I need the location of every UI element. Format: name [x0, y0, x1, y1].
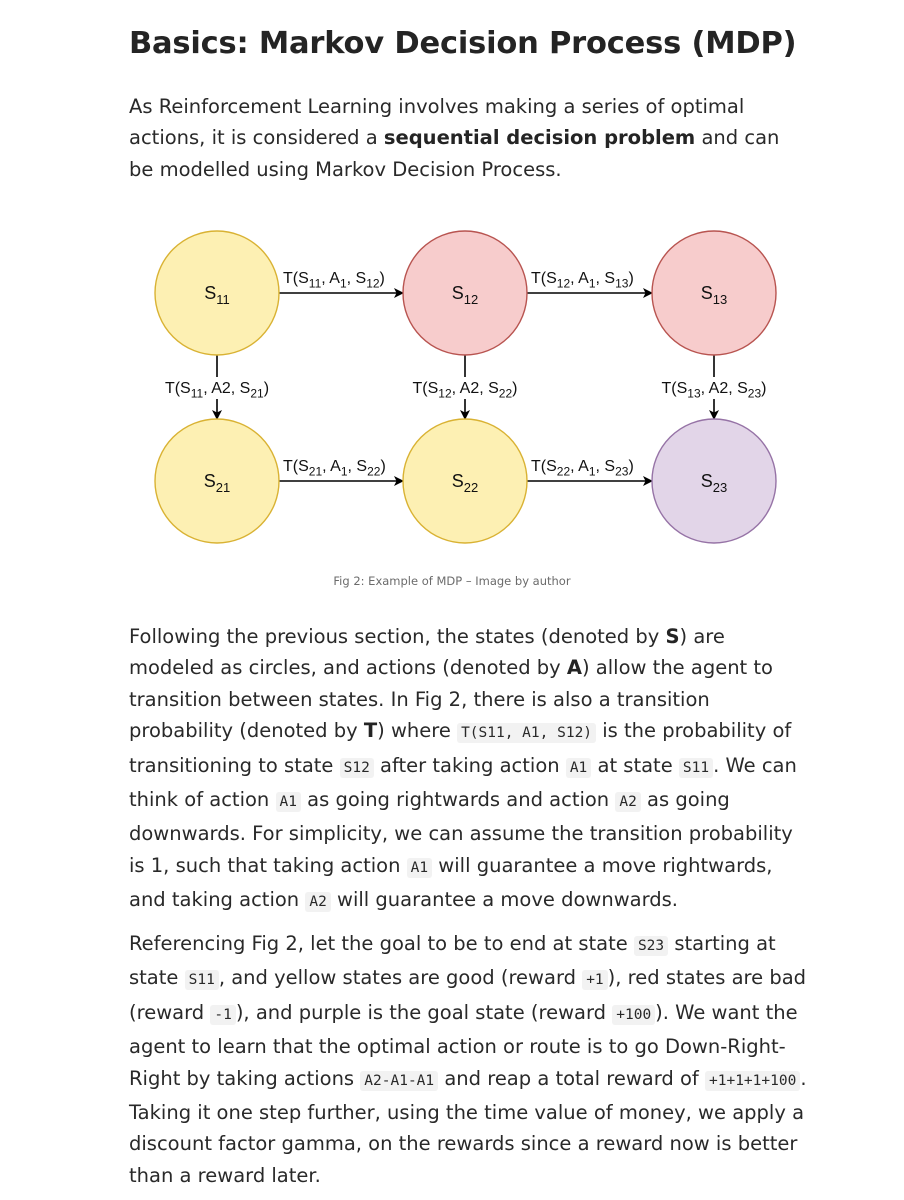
transition-label: $T(S_{12}$, $A_1$, $S_{13}$) [531, 270, 634, 291]
text: ), and purple is the goal state (reward [235, 1000, 613, 1024]
state-label-s11: $S_{11}$ [204, 283, 230, 308]
inline-code: A2 [305, 892, 330, 912]
figure-caption: Fig 2: Example of MDP – Image by author [333, 574, 571, 588]
text: at state [591, 753, 679, 777]
text: as going downwards. For simplicity, we can assume the transition probability is 1, such that taking action [129, 788, 793, 877]
text: as going rightwards and action [300, 788, 616, 812]
transition-label: $T(S_{13}$, A2, $S_{23}$) [661, 380, 767, 401]
transition-label: $T(S_{22}$, $A_1$, $S_{23}$) [531, 458, 634, 479]
bold-term: S [665, 625, 680, 648]
text: starting at state [129, 932, 776, 990]
inline-code: A2 [615, 792, 640, 812]
inline-code: A1 [566, 758, 591, 778]
transition-label: $T(S_{12}$, A2, $S_{22}$) [412, 380, 518, 401]
text: As Reinforcement Learning involves making a series of optimal actions, it is considered a [129, 95, 745, 150]
bold-term: T [363, 719, 378, 743]
transition-label: $T(S_{21}$, $A_1$, $S_{22}$) [283, 458, 386, 479]
mdp-diagram [0, 210, 904, 580]
text: after taking action [373, 753, 566, 777]
text: will guarantee a move rightwards, and taking action [129, 853, 773, 912]
inline-code: T(S11, A1, S12) [457, 723, 596, 743]
inline-code: -1 [210, 1005, 235, 1025]
state-label-s13: $S_{13}$ [700, 283, 728, 308]
inline-code: S23 [634, 936, 668, 956]
inline-code: S12 [340, 758, 374, 778]
inline-code: S11 [679, 758, 713, 778]
state-label-s12: $S_{12}$ [451, 283, 479, 308]
text: ) are modeled as circles, and actions (denoted by [129, 625, 725, 680]
state-label-s23: $S_{23}$ [700, 471, 728, 496]
inline-code: A1 [276, 792, 301, 812]
text: ). We want the agent to learn that the optimal action or route is to go Down-Right-Right by taking actions [129, 1000, 798, 1090]
bold-term: A [566, 656, 582, 680]
bold-term: sequential decision problem [383, 126, 696, 150]
intro-paragraph [129, 91, 809, 185]
text: will guarantee a move downwards. [330, 888, 679, 912]
state-label-s21: $S_{21}$ [203, 471, 231, 496]
transition-label: $T(S_{11}$, A2, $S_{21}$) [164, 380, 270, 401]
text: ) allow the agent to transition between states. In Fig 2, there is also a transition probability (denoted by [129, 656, 773, 743]
text: , and yellow states are good (reward [218, 966, 583, 990]
inline-code: A1 [407, 858, 432, 878]
text: . We can think of action [129, 753, 797, 812]
text: Referencing Fig 2, let the goal to be to end at state [129, 932, 634, 955]
text: ), red states are bad (reward [129, 966, 807, 1024]
paragraph-rewards [129, 928, 809, 1191]
transition-label: $T(S_{11}$, $A_1$, $S_{12}$) [283, 270, 385, 291]
text: is the probability of transitioning to state [129, 719, 792, 777]
paragraph-states [129, 621, 809, 919]
text: Following the previous section, the states (denoted by [129, 625, 666, 648]
inline-code: +1+1+1+100 [705, 1071, 800, 1091]
inline-code: S11 [185, 970, 219, 990]
text: and can be modelled using Markov Decision Process. [129, 126, 780, 181]
text: and reap a total reward of [438, 1066, 705, 1090]
text: . Taking it one step further, using the time value of money, we apply a discount factor gamma, on the rewards since a reward now is better than a reward later. [129, 1066, 807, 1187]
inline-code: A2-A1-A1 [360, 1071, 438, 1091]
page-title: Basics: Markov Decision Process (MDP) [129, 26, 797, 61]
inline-code: +1 [582, 970, 607, 990]
inline-code: +100 [612, 1005, 655, 1025]
state-label-s22: $S_{22}$ [451, 471, 479, 496]
text: ) where [377, 719, 458, 743]
